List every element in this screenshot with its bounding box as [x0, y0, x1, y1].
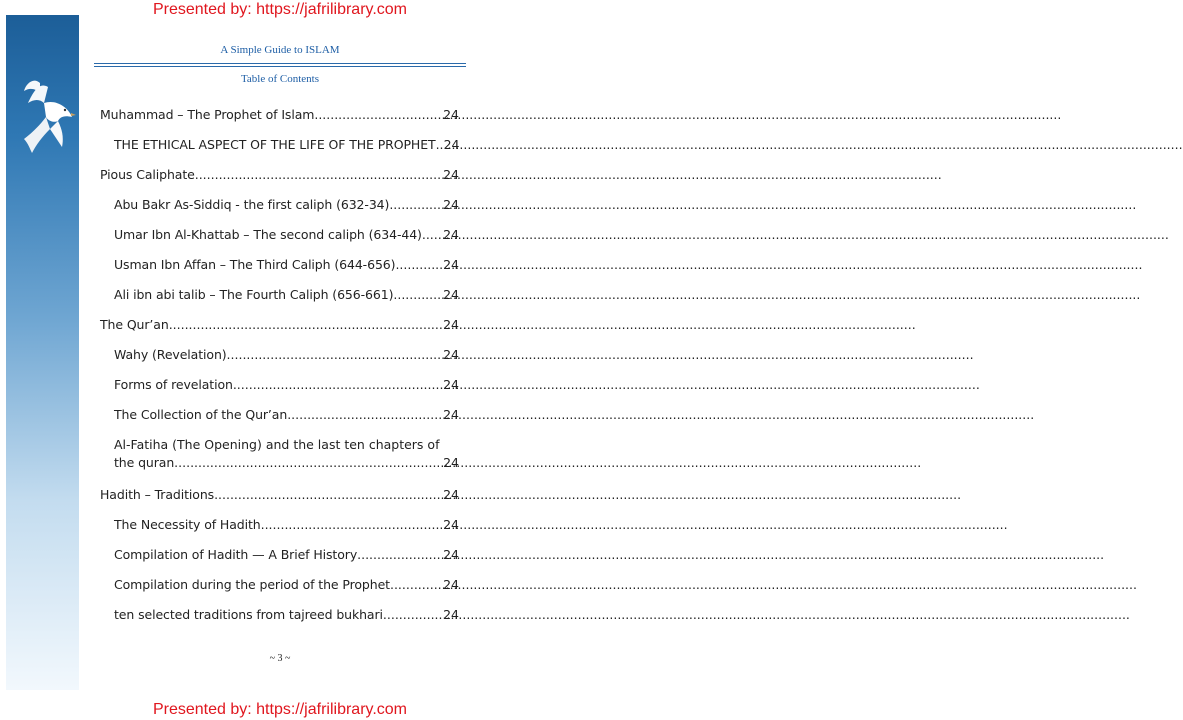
- header-rule: [94, 63, 466, 64]
- toc-entry-title: Ali ibn abi talib – The Fourth Caliph (656-661): [114, 287, 394, 302]
- toc-entry[interactable]: [100, 436, 459, 486]
- dot-leader: [383, 606, 443, 624]
- toc-page-number: 24: [443, 407, 459, 422]
- top-banner: Presented by: https://jafrilibrary.com: [152, 1, 408, 18]
- toc-page-number: 24: [443, 287, 459, 302]
- toc-entry[interactable]: [100, 376, 459, 406]
- toc-entry-title: Wahy (Revelation): [114, 347, 227, 362]
- toc-page-number: 24: [443, 487, 459, 502]
- toc-entry-title: Umar Ibn Al-Khattab – The second caliph (634-44): [114, 227, 422, 242]
- dot-leader: [169, 316, 443, 334]
- toc-entry-title: Al-Fatiha (The Opening) and the last ten chapters of: [114, 437, 440, 452]
- toc-page-number: 24: [443, 137, 460, 152]
- dot-leader: [390, 576, 443, 594]
- toc-page-number: 24: [443, 455, 459, 470]
- toc-page-number: 24: [443, 347, 459, 362]
- toc-page-number: 24: [443, 317, 459, 332]
- toc-entry-title: Compilation during the period of the Prophet: [114, 577, 390, 592]
- toc-page-number: 24: [443, 607, 459, 622]
- dot-leader: [395, 256, 443, 274]
- dot-leader: [436, 136, 444, 154]
- toc-entry-title: Hadith – Traditions: [100, 487, 215, 502]
- decorative-sidebar: [6, 15, 79, 690]
- toc-entry-title: Forms of revelation: [114, 377, 233, 392]
- toc-entry[interactable]: [100, 406, 459, 436]
- dot-leader: [174, 454, 443, 472]
- toc-entry[interactable]: [100, 546, 459, 576]
- toc-page-number: 24: [443, 547, 459, 562]
- toc-entry-title: The Qur’an: [100, 317, 169, 332]
- toc-page-number: 24: [443, 377, 459, 392]
- dot-leader: [314, 106, 443, 124]
- toc-entry[interactable]: [100, 106, 459, 136]
- toc-page-number: 24: [443, 167, 459, 182]
- toc-entry[interactable]: [100, 226, 459, 256]
- toc-entry-title: Muhammad – The Prophet of Islam: [100, 107, 315, 122]
- toc-entry-title: Pious Caliphate: [100, 167, 195, 182]
- toc-entry[interactable]: [100, 196, 459, 226]
- toc-entry[interactable]: [100, 286, 459, 316]
- toc-entry-title: Usman Ibn Affan – The Third Caliph (644-656): [114, 257, 396, 272]
- book-title: A Simple Guide to ISLAM: [220, 44, 340, 56]
- dove-icon: [18, 77, 78, 155]
- toc-entry[interactable]: [100, 166, 459, 196]
- toc-entry-title: THE ETHICAL ASPECT OF THE LIFE OF THE PROPHET: [114, 137, 436, 152]
- toc-entry[interactable]: [100, 256, 459, 286]
- dot-leader: [261, 516, 443, 534]
- table-of-contents: [100, 106, 459, 636]
- toc-page-number: 24: [443, 107, 459, 122]
- toc-entry[interactable]: [100, 606, 459, 636]
- toc-entry[interactable]: [100, 576, 459, 606]
- toc-heading: Table of Contents: [240, 73, 320, 85]
- header-rule-secondary: [94, 66, 466, 67]
- dot-leader: [393, 286, 443, 304]
- dot-leader: [422, 226, 443, 244]
- toc-entry-title: ten selected traditions from tajreed bukhari: [114, 607, 383, 622]
- toc-page-number: 24: [443, 577, 459, 592]
- dot-leader: [287, 406, 443, 424]
- dot-leader: [357, 546, 443, 564]
- page-number: ~ 3 ~: [269, 653, 291, 664]
- toc-entry-title: The Collection of the Qur’an: [114, 407, 288, 422]
- bottom-banner: Presented by: https://jafrilibrary.com: [152, 701, 408, 718]
- dot-leader: [233, 376, 443, 394]
- toc-entry[interactable]: [100, 346, 459, 376]
- toc-entry[interactable]: [100, 316, 459, 346]
- dot-leader: [214, 486, 443, 504]
- toc-entry[interactable]: [100, 486, 459, 516]
- toc-page-number: 24: [443, 197, 459, 212]
- toc-entry-title: The Necessity of Hadith: [114, 517, 261, 532]
- toc-page-number: 24: [443, 517, 459, 532]
- dot-leader: [227, 346, 444, 364]
- dot-leader: [195, 166, 443, 184]
- toc-entry[interactable]: [100, 136, 459, 166]
- dot-leader: [389, 196, 443, 214]
- toc-entry-title-continued: the quran: [114, 455, 175, 470]
- toc-page-number: 24: [443, 227, 459, 242]
- toc-entry[interactable]: [100, 516, 459, 546]
- toc-page-number: 24: [443, 257, 459, 272]
- toc-entry-title: Compilation of Hadith — A Brief History: [114, 547, 358, 562]
- toc-entry-title: Abu Bakr As-Siddiq - the first caliph (632-34): [114, 197, 390, 212]
